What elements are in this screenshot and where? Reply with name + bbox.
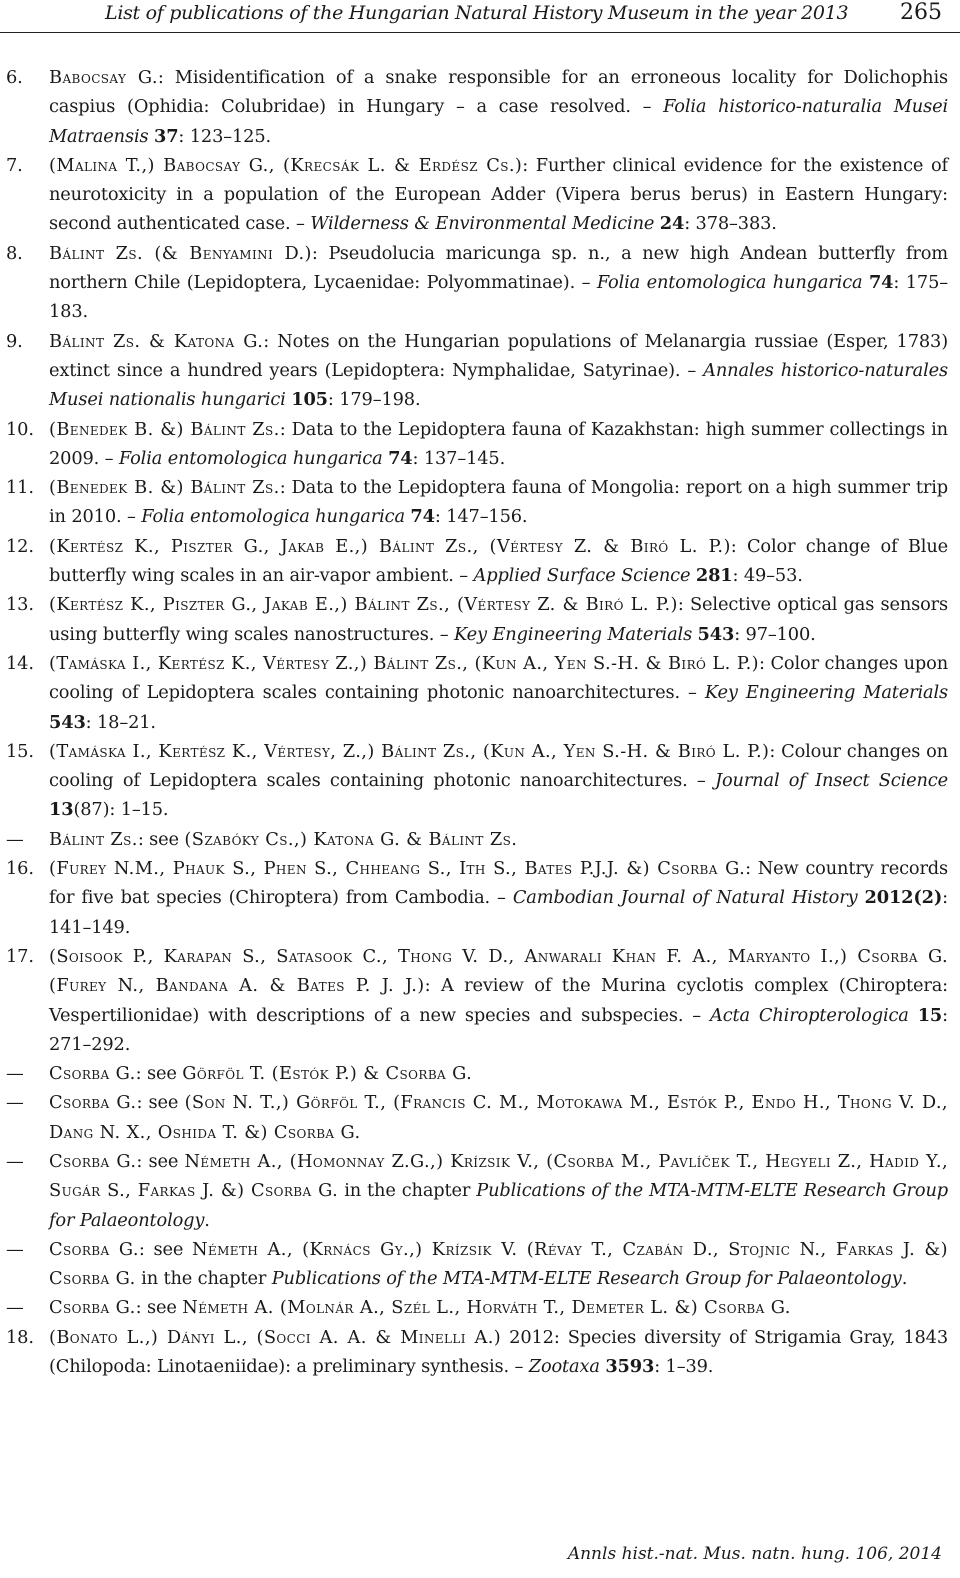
entry-authors: Németh A., (Homonnay Z.G.,) Krízsik V., (Csorba M., Pavlíček T., Hegyeli Z., Hadid Y., Sugár S., Farkas J. &) Csorba G. (49, 1150, 948, 1202)
entry-number: 6. (6, 67, 23, 88)
entry-volume: 74 (868, 272, 894, 294)
entry-volume: 2012(2) (864, 887, 943, 909)
publication-entry (6, 151, 948, 239)
entry-authors: Csorba G. (49, 1238, 139, 1260)
entry-text: : see (137, 828, 185, 850)
entry-text: : Data to the Lepidoptera fauna of Mongolia: report on a high summer trip in 2010. – (49, 477, 948, 528)
publication-entry (6, 942, 948, 1059)
entry-text: : Selective optical gas sensors using butterfly wing scales nanostructures. – (49, 594, 948, 645)
entry-journal: Folia historico-naturalia Musei Matraensis (49, 96, 948, 147)
entry-journal: Annales historico-naturales Musei nationalis hungarici (49, 359, 948, 411)
entry-text: : New country records for five bat species (Chiroptera) from Cambodia. – (49, 858, 948, 909)
publication-entry (6, 737, 948, 825)
running-head (0, 0, 960, 33)
entry-authors: (Kertész K., Piszter G., Jakab E.,) Bálint Zs., (Vértesy Z. & Biró L. P.) (49, 535, 731, 557)
entry-number: — (6, 1238, 24, 1260)
entry-journal: Wilderness & Environmental Medicine (310, 213, 660, 235)
entry-volume: 3593 (605, 1356, 655, 1378)
publication-entry (6, 1293, 948, 1322)
entry-text: : 1–39. (654, 1356, 714, 1378)
entry-number: 10. (6, 418, 34, 440)
publication-entry (6, 590, 948, 649)
entry-text: in the chapter (135, 1268, 272, 1290)
entry-journal: Publications of the MTA-MTM-ELTE Research Group for Palaeontology (271, 1268, 902, 1290)
entry-text: : see (138, 1238, 192, 1260)
footer-journal: Annls hist.-nat. Mus. natn. hung. 106, 2014 (567, 1544, 942, 1564)
publication-entry (6, 825, 948, 854)
entry-number: 15. (6, 740, 34, 762)
page-number: 265 (900, 0, 942, 25)
entry-authors: Csorba G. (49, 1150, 137, 1172)
entry-volume: 37 (153, 125, 179, 147)
entry-number: 16. (6, 858, 34, 880)
entry-text: : 378–383. (684, 213, 777, 235)
entry-journal: Folia entomologica hungarica (118, 447, 389, 469)
publication-entry (6, 1147, 948, 1235)
entry-authors: Csorba G. (49, 1092, 137, 1114)
entry-text: : see (136, 1092, 185, 1114)
entry-volume: 105 (291, 389, 328, 411)
entry-number: 18. (6, 1326, 34, 1348)
entry-number: 14. (6, 652, 34, 674)
publication-entry (6, 532, 948, 591)
entry-journal: Cambodian Journal of Natural History (512, 887, 865, 909)
entry-volume: 74 (410, 506, 435, 528)
publication-entry (6, 63, 948, 151)
entry-authors: (Tamáska I., Kertész K., Vértesy, Z.,) Bálint Zs., (Kun A., Yen S.-H. & Biró L. P.) (49, 740, 770, 762)
entry-authors: Németh A., (Krnács Gy.,) Krízsik V. (Révay T., Czabán D., Stojnic N., Farkas J. &) Csorba G. (49, 1238, 948, 1290)
running-title: List of publications of the Hungarian Natural History Museum in the year 2013 (105, 2, 849, 24)
entry-journal: Acta Chiropterologica (710, 1004, 918, 1026)
entry-text: . (901, 1268, 908, 1290)
entry-text: : see (135, 1063, 183, 1085)
entry-text: in the chapter (338, 1180, 477, 1202)
entry-journal: Applied Surface Science (473, 565, 696, 587)
entry-volume: 543 (49, 711, 86, 733)
publication-entry (6, 239, 948, 327)
publication-entry (6, 327, 948, 415)
publication-entry (6, 415, 948, 474)
entry-volume: 15 (917, 1004, 943, 1026)
entry-authors: Görföl T. (Estók P.) & Csorba G. (182, 1063, 473, 1085)
entry-text: : Color change of Blue butterfly wing scales in an air-vapor ambient. – (49, 535, 948, 587)
entry-authors: (Soisook P., Karapan S., Satasook C., Thong V. D., Anwarali Khan F. A., Maryanto I.,) Csorba G. (Furey N., Bandana A. & Bates P. J. J.) (49, 945, 948, 997)
entry-authors: (Furey N.M., Phauk S., Phen S., Chheang S., Ith S., Bates P.J.J. &) Csorba G. (49, 858, 746, 880)
entry-text: : 137–145. (412, 447, 506, 469)
entry-authors: Csorba G. (49, 1063, 136, 1085)
entry-number: 12. (6, 535, 34, 557)
entry-number: 11. (6, 477, 34, 499)
entry-number: — (6, 1063, 24, 1085)
entry-number: 8. (6, 242, 23, 264)
publication-entry (6, 1088, 948, 1147)
entry-authors: (Tamáska I., Kertész K., Vértesy Z.,) Bálint Zs., (Kun A., Yen S.-H. & Biró L. P.) (49, 652, 759, 674)
entry-authors: Németh A. (Molnár A., Szél L., Horváth T., Demeter L. &) Csorba G. (182, 1297, 791, 1319)
entry-number: — (6, 1150, 24, 1172)
entry-journal: Zootaxa (528, 1356, 606, 1378)
entry-text: 2012: Species diversity of Strigamia Gray, 1843 (Chilopoda: Linotaeniidae): a preliminary synthesis. – (49, 1326, 948, 1378)
publication-entry (6, 1235, 948, 1294)
entry-authors: (Benedek B. &) Bálint Zs. (49, 418, 280, 440)
entry-volume: 13 (49, 799, 74, 821)
entry-authors: (Benedek B. &) Bálint Zs. (49, 477, 280, 499)
publication-entry (6, 649, 948, 737)
publication-entry (6, 1323, 948, 1382)
entry-text: : Pseudolucia maricunga sp. n., a new high Andean butterfly from northern Chile (Lepidoptera, Lycaenidae: Polyommatinae). – (49, 242, 948, 294)
entry-authors: Bálint Zs. (& Benyamini D.) (49, 242, 312, 264)
publication-entry (6, 1059, 948, 1088)
publication-entry (6, 473, 948, 532)
entry-authors: Bálint Zs. (49, 828, 138, 850)
entry-journal: Key Engineering Materials (704, 682, 948, 704)
entry-text: : Data to the Lepidoptera fauna of Kazakhstan: high summer collectings in 2009. – (49, 418, 948, 469)
entry-volume: 543 (697, 623, 735, 645)
entry-journal: Folia entomologica hungarica (141, 506, 411, 528)
entry-number: 17. (6, 945, 34, 967)
entry-text: : A review of the Murina cyclotis complex (Chiroptera: Vespertilionidae) with descriptions of a new species and subspecies. – (49, 975, 948, 1026)
entry-number: — (6, 1092, 24, 1114)
entry-volume: 24 (659, 213, 685, 235)
entry-text: : see (136, 1150, 185, 1172)
entry-volume: 74 (388, 447, 413, 469)
entry-text: . (204, 1209, 210, 1231)
entry-authors: (Son N. T.,) Görföl T., (Francis C. M., Motokawa M., Estók P., Endo H., Thong V. D., Dang N. X., Oshida T. &) Csorba G. (49, 1092, 948, 1143)
entry-authors: Bálint Zs. & Katona G. (49, 330, 264, 352)
entry-text: : 147–156. (434, 506, 528, 528)
publication-list (6, 63, 948, 1381)
publication-entry (6, 854, 948, 942)
entry-number: — (6, 1297, 24, 1319)
entry-text: : 97–100. (734, 623, 816, 645)
entry-authors: (Kertész K., Piszter G., Jakab E.,) Bálint Zs., (Vértesy Z. & Biró L. P.) (49, 594, 678, 616)
entry-authors: Csorba G. (49, 1297, 136, 1319)
entry-text: : see (135, 1297, 183, 1319)
entry-authors: (Malina T.,) Babocsay G., (Krecsák L. & Erdész Cs.) (49, 154, 523, 176)
entry-text: : 179–198. (327, 389, 421, 411)
entry-text: : 141–149. (49, 887, 948, 938)
entry-journal: Journal of Insect Science (715, 770, 948, 792)
entry-text: : 271–292. (49, 1004, 948, 1055)
entry-text: : 49–53. (732, 565, 803, 587)
entry-authors: (Szabóky Cs.,) Katona G. & Bálint Zs. (184, 828, 518, 850)
entry-authors: Babocsay G. (49, 67, 158, 88)
entry-number: — (6, 828, 24, 850)
entry-number: 13. (6, 594, 34, 616)
entry-text: (87): 1–15. (73, 799, 169, 821)
entry-text: : Color changes upon cooling of Lepidoptera scales containing photonic nanoarchitectures. – (49, 652, 948, 704)
entry-authors: (Bonato L.,) Dányi L., (Socci A. A. & Minelli A.) (49, 1326, 502, 1348)
entry-journal: Folia entomologica hungarica (596, 272, 869, 294)
entry-text: : 18–21. (85, 711, 156, 733)
entry-text: : 123–125. (178, 125, 271, 147)
entry-number: 9. (6, 330, 23, 352)
entry-volume: 281 (695, 565, 733, 587)
entry-number: 7. (6, 154, 23, 176)
entry-text: : Further clinical evidence for the existence of neurotoxicity in a population of the European Adder (Vipera berus berus) in Eastern Hungary: second authenticated case. – (49, 154, 948, 235)
entry-journal: Key Engineering Materials (454, 623, 698, 645)
entry-text: : Misidentification of a snake responsible for an erroneous locality for Dolichophis caspius (Ophidia: Colubridae) in Hungary – a case resolved. – (49, 67, 948, 118)
entry-text: : 175–183. (49, 272, 948, 323)
entry-text: : Notes on the Hungarian populations of Melanargia russiae (Esper, 1783) extinct since a hundred years (Lepidoptera: Nymphalidae, Satyrinae). – (49, 330, 948, 381)
entry-journal: Publications of the MTA-MTM-ELTE Research Group for Palaeontology (49, 1180, 948, 1231)
entry-text: : Colour changes on cooling of Lepidoptera scales containing photonic nanoarchitectures. – (49, 740, 948, 792)
